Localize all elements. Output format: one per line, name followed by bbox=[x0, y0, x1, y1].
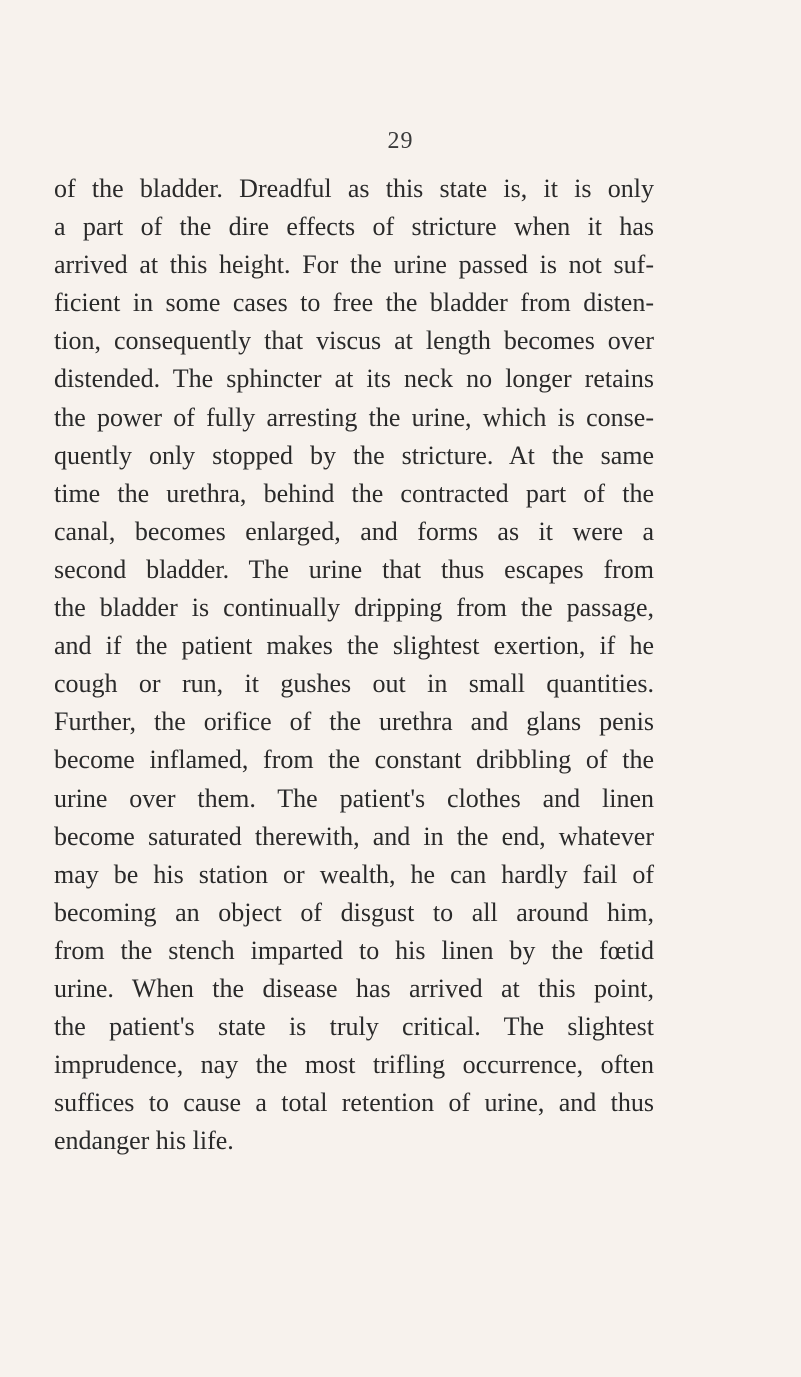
text-line: endanger his life. bbox=[54, 1126, 234, 1156]
body-paragraph bbox=[54, 170, 654, 1160]
text-line: distended. The sphincter at its neck no longer retains bbox=[54, 364, 654, 394]
text-line: imprudence, nay the most trifling occurrence, often bbox=[54, 1050, 654, 1080]
text-line: become inflamed, from the constant dribbling of the bbox=[54, 745, 654, 775]
text-line: the patient's state is truly critical. The slightest bbox=[54, 1012, 654, 1042]
text-line: cough or run, it gushes out in small quantities. bbox=[54, 669, 654, 699]
text-line: second bladder. The urine that thus escapes from bbox=[54, 554, 654, 584]
text-line: tion, consequently that viscus at length becomes over bbox=[54, 326, 654, 356]
text-line: the bladder is continually dripping from the passage, bbox=[54, 593, 654, 623]
text-line: a part of the dire effects of stricture when it has bbox=[54, 212, 654, 242]
page-number: 29 bbox=[387, 128, 414, 154]
text-line: urine. When the disease has arrived at this point, bbox=[54, 973, 654, 1003]
text-line: urine over them. The patient's clothes and linen bbox=[54, 783, 654, 813]
text-line: Further, the orifice of the urethra and glans penis bbox=[54, 707, 654, 737]
text-line: and if the patient makes the slightest exertion, if he bbox=[54, 631, 654, 661]
text-line: become saturated therewith, and in the end, whatever bbox=[54, 821, 654, 851]
text-line: of the bladder. Dreadful as this state is, it is only bbox=[54, 174, 654, 203]
text-line: from the stench imparted to his linen by the fœtid bbox=[54, 935, 654, 965]
text-line: suffices to cause a total retention of urine, and thus bbox=[54, 1088, 654, 1118]
text-line: ficient in some cases to free the bladder from disten- bbox=[54, 288, 654, 318]
text-line: quently only stopped by the stricture. At the same bbox=[54, 440, 654, 470]
text-line: arrived at this height. For the urine passed is not suf- bbox=[54, 250, 654, 280]
text-line: becoming an object of disgust to all around him, bbox=[54, 897, 654, 927]
text-line: the power of fully arresting the urine, which is conse- bbox=[54, 402, 654, 432]
text-line: time the urethra, behind the contracted part of the bbox=[54, 478, 654, 508]
text-line: may be his station or wealth, he can hardly fail of bbox=[54, 859, 654, 889]
text-line: canal, becomes enlarged, and forms as it were a bbox=[54, 516, 654, 546]
